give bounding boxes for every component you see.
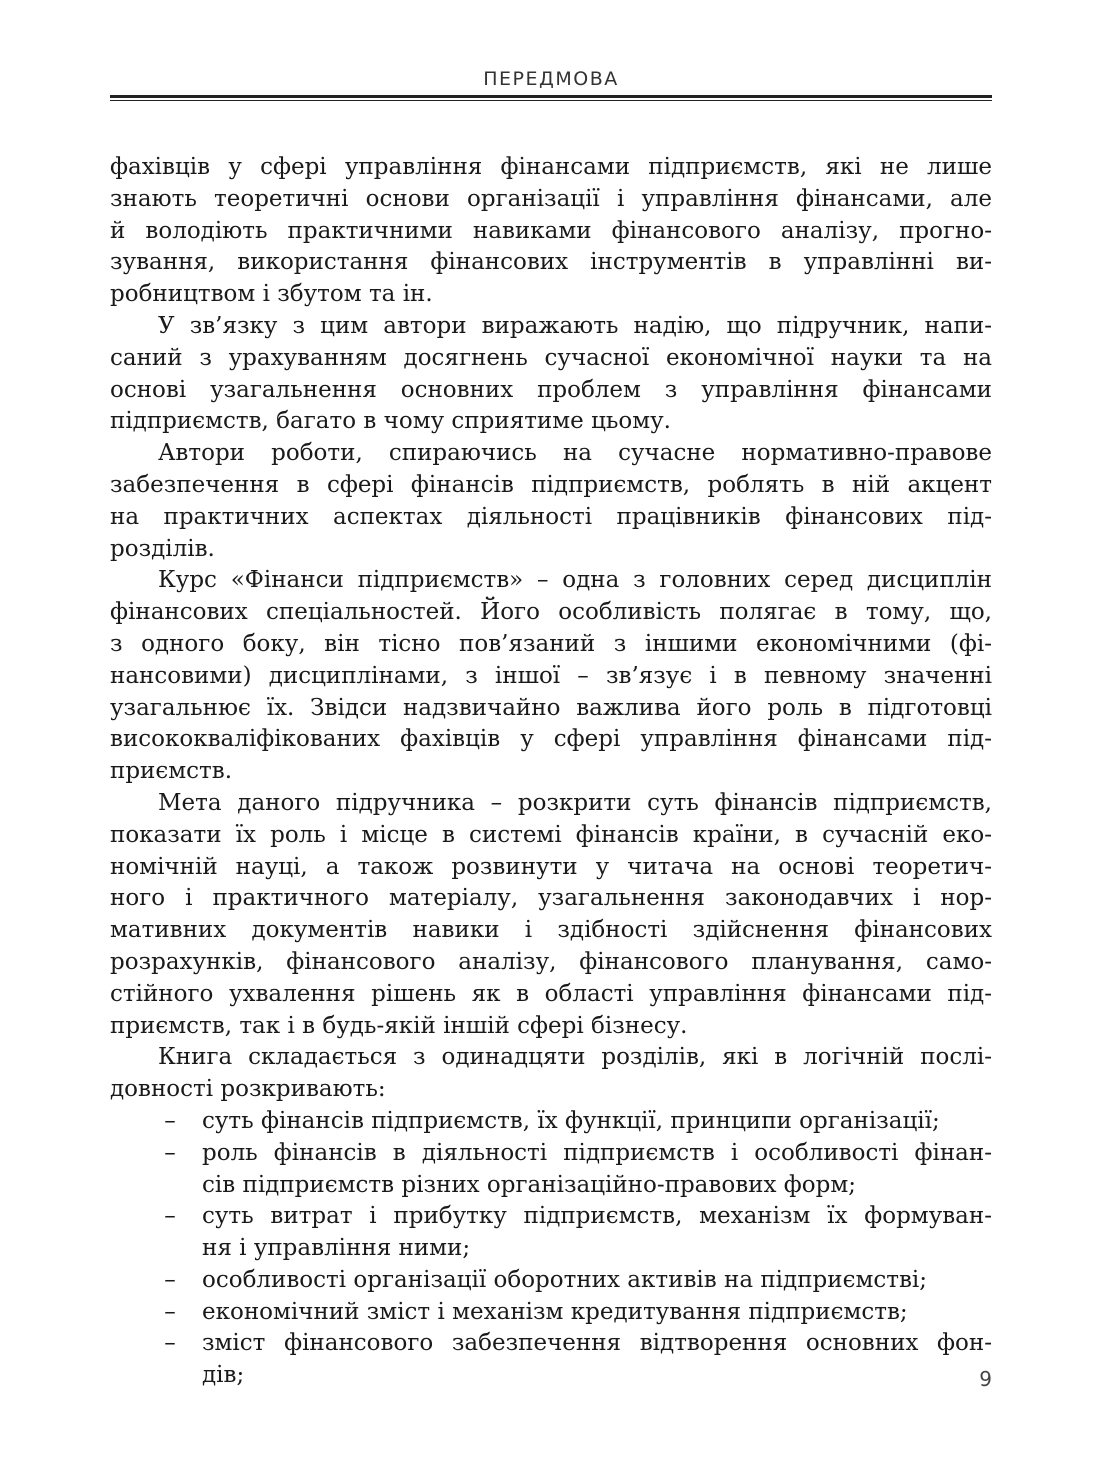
dash-marker: – [164, 1266, 176, 1293]
text-line: з одного боку, він тісно пов’язаний з іншими економічними (фі- [110, 630, 992, 657]
paragraph [110, 311, 992, 438]
text-line: знають теоретичні основи організації і управління фінансами, але [110, 185, 992, 212]
text-line: У зв’язку з цим автори виражають надію, що підручник, напи- [158, 312, 992, 339]
list-item [110, 1328, 992, 1392]
list-item-line: роль фінансів в діяльності підприємств і особливості фінан- [202, 1139, 992, 1166]
list-item [110, 1106, 992, 1138]
text-line: розділів. [110, 535, 215, 562]
text-line: приємств, так і в будь-якій іншій сфері бізнесу. [110, 1012, 688, 1039]
paragraph [110, 152, 992, 311]
list-item-line: зміст фінансового забезпечення відтворення основних фон- [202, 1330, 992, 1357]
text-line: саний з урахуванням досягнень сучасної економічної науки та на [110, 344, 992, 371]
text-line: фінансових спеціальностей. Його особливість полягає в тому, що, [110, 599, 992, 626]
text-line: показати їх роль і місце в системі фінансів країни, в сучасній еко- [110, 821, 992, 848]
dash-marker: – [164, 1107, 176, 1134]
list-item [110, 1265, 992, 1297]
text-line: підприємств, багато в чому сприятиме цьому. [110, 408, 671, 435]
text-line: номічній науці, а також розвинути у читача на основі теоретич- [110, 853, 992, 880]
text-line: Автори роботи, спираючись на сучасне нормативно-правове [158, 440, 992, 467]
bullet-list [110, 1106, 992, 1392]
text-line: мативних документів навики і здібності здійснення фінансових [110, 917, 992, 944]
page-body [110, 152, 992, 1392]
list-item-line: сів підприємств різних організаційно-правових форм; [202, 1171, 856, 1198]
list-item-line: особливості організації оборотних активів на підприємстві; [202, 1266, 928, 1293]
list-item [110, 1297, 992, 1329]
text-line: Книга складається з одинадцяти розділів, які в логічній послі- [158, 1044, 992, 1071]
text-line: стійного ухвалення рішень як в області управління фінансами під- [110, 980, 992, 1007]
text-line: ного і практичного матеріалу, узагальнення законодавчих і нор- [110, 885, 992, 912]
text-line: приємств. [110, 758, 233, 785]
dash-marker: – [164, 1139, 176, 1166]
list-item-line: дів; [202, 1362, 245, 1389]
paragraph [110, 438, 992, 565]
header-rule-thick [110, 95, 992, 98]
text-line: Мета даного підручника – розкрити суть фінансів підприємств, [158, 789, 992, 816]
text-line: фахівців у сфері управління фінансами підприємств, які не лише [110, 154, 992, 180]
header-rule-thin [110, 100, 992, 101]
list-item-line: ня і управління ними; [202, 1235, 471, 1262]
list-item-line: суть витрат і прибутку підприємств, механізм їх формуван- [202, 1203, 992, 1230]
text-line: узагальнює їх. Звідси надзвичайно важлива його роль в підготовці [110, 694, 992, 721]
text-line: довності розкривають: [110, 1076, 386, 1103]
text-line: розрахунків, фінансового аналізу, фінансового планування, само- [110, 948, 992, 975]
list-item [110, 1201, 992, 1265]
text-line: висококваліфікованих фахівців у сфері управління фінансами під- [110, 726, 992, 753]
list-item [110, 1138, 992, 1202]
dash-marker: – [164, 1330, 176, 1357]
list-item-line: суть фінансів підприємств, їх функції, принципи організації; [202, 1107, 940, 1134]
text-line: Курс «Фінанси підприємств» – одна з головних серед дисциплін [158, 567, 992, 594]
text-line: основі узагальнення основних проблем з управління фінансами [110, 376, 992, 403]
text-line: робництвом і збутом та ін. [110, 281, 433, 308]
paragraph [110, 565, 992, 788]
dash-marker: – [164, 1203, 176, 1230]
text-line: на практичних аспектах діяльності працівників фінансових під- [110, 503, 992, 530]
text-line: зування, використання фінансових інструментів в управлінні ви- [110, 249, 992, 276]
dash-marker: – [164, 1298, 176, 1325]
text-line: нансовими) дисциплінами, з іншої – зв’язує і в певному значенні [110, 662, 992, 689]
text-line: й володіють практичними навиками фінансового аналізу, прогно- [110, 217, 992, 244]
running-title: ПЕРЕДМОВА [483, 68, 619, 90]
text-line: забезпечення в сфері фінансів підприємств, роблять в ній акцент [110, 471, 992, 498]
page-number: 9 [979, 1367, 992, 1391]
list-item-line: економічний зміст і механізм кредитування підприємств; [202, 1298, 908, 1325]
paragraph [110, 788, 992, 1042]
paragraph [110, 1042, 992, 1106]
